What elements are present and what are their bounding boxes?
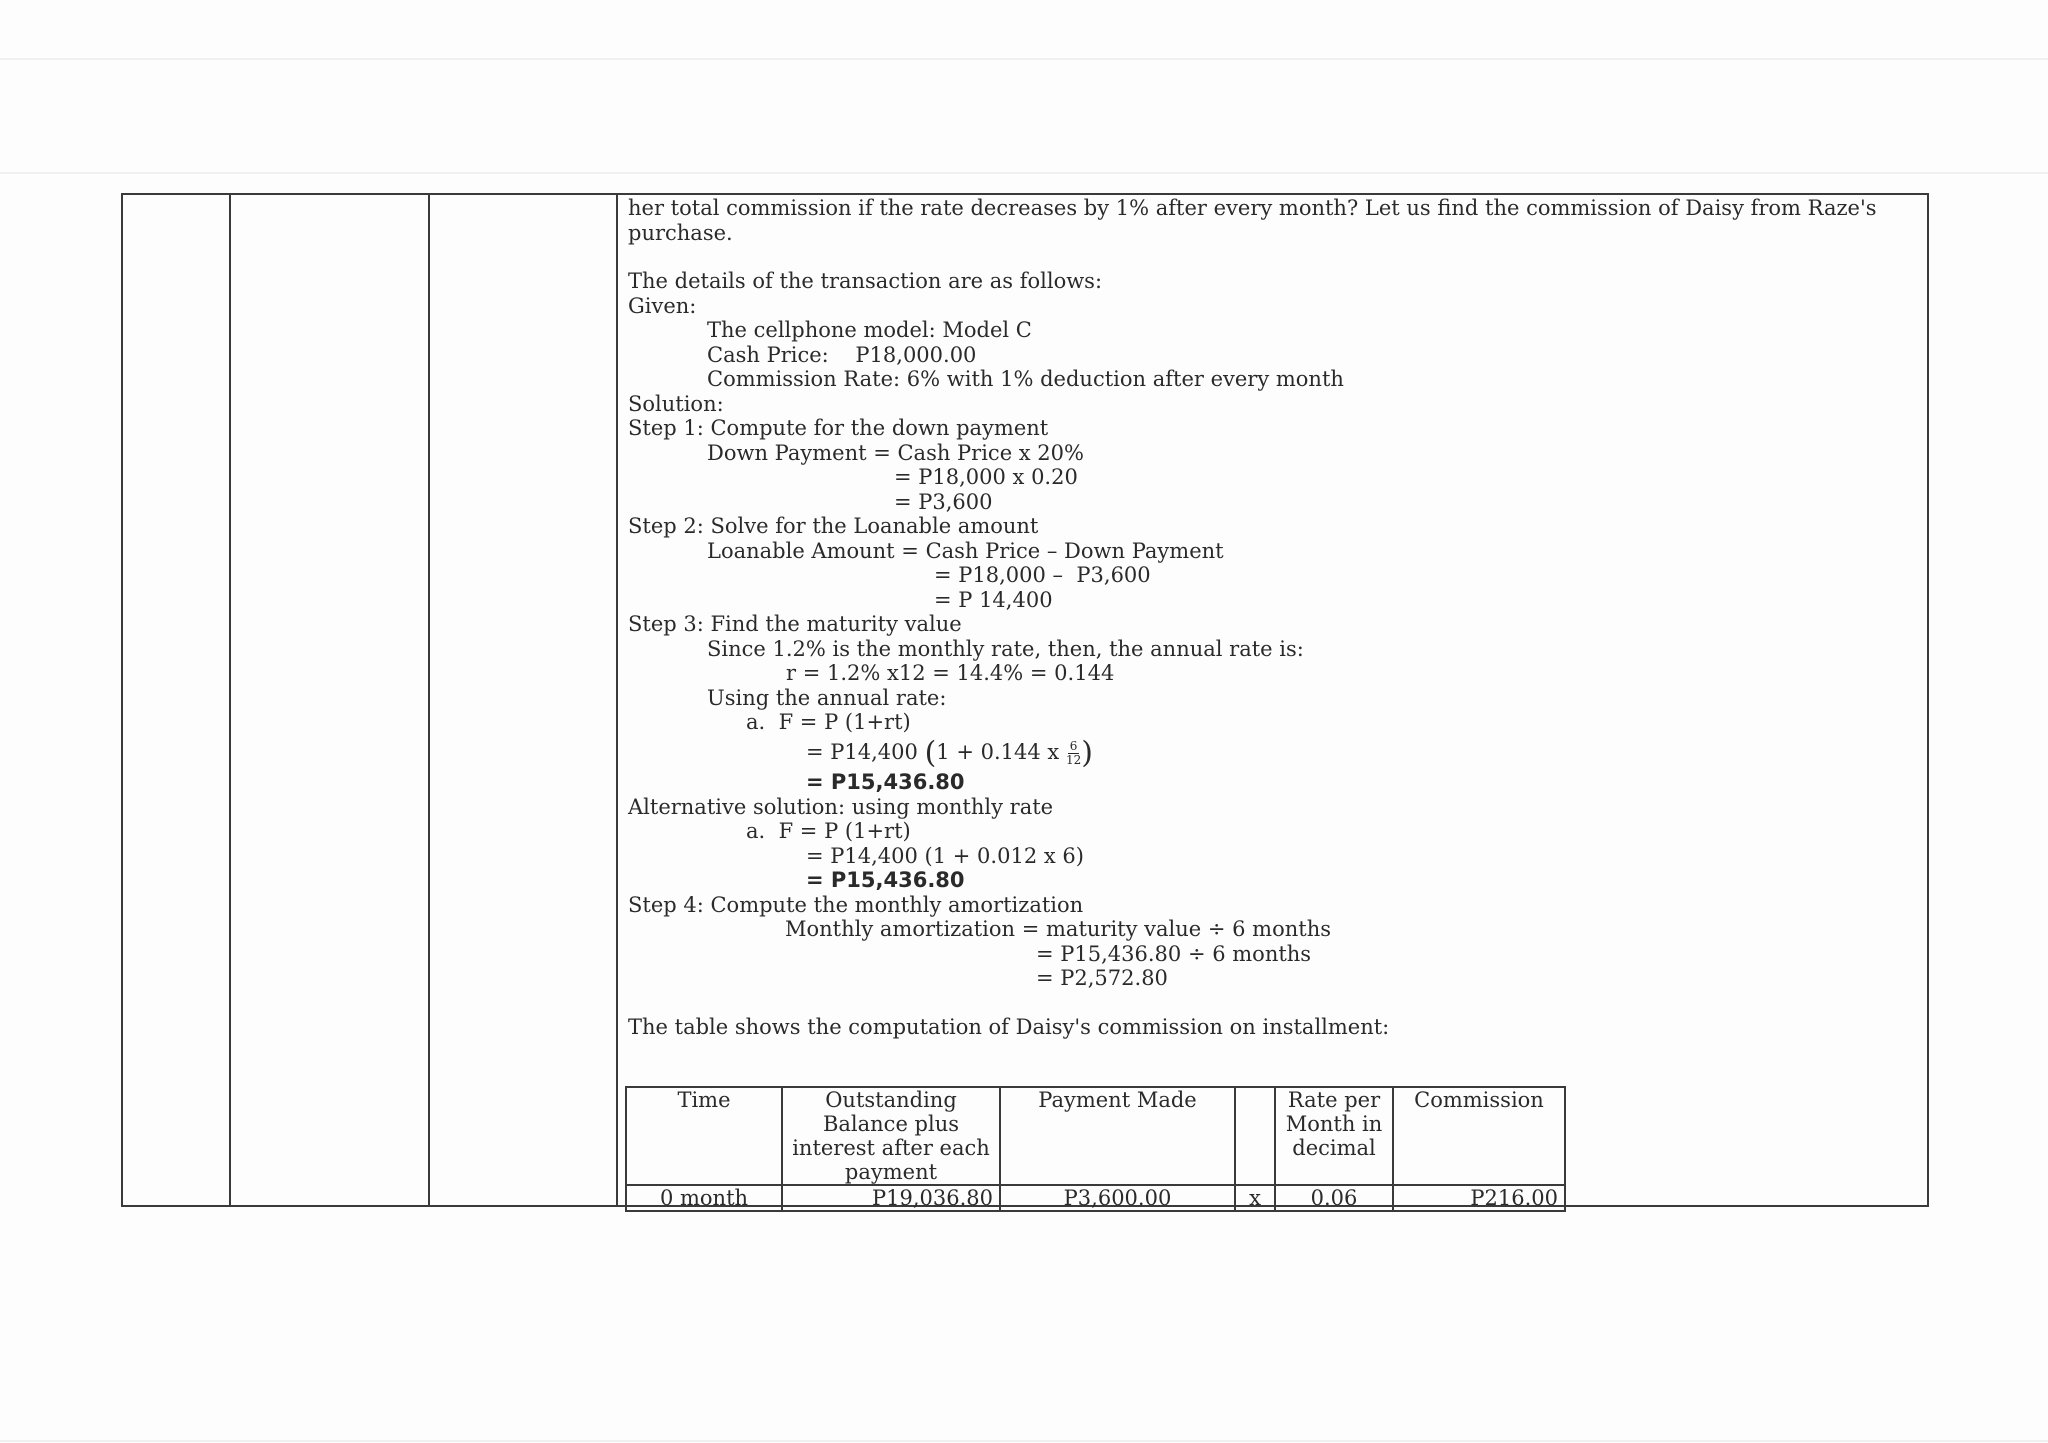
step1-line: Down Payment = Cash Price x 20% <box>707 440 1084 465</box>
given-item: Cash Price: P18,000.00 <box>707 342 977 367</box>
table-intro: The table shows the computation of Daisy's commission on installment: <box>628 1014 1390 1039</box>
step3-title: Step 3: Find the maturity value <box>628 612 962 636</box>
table-cell: 0.06 <box>1275 1185 1393 1211</box>
column-divider <box>229 195 231 1205</box>
step4-line: Monthly amortization = maturity value ÷ 6 months <box>785 917 1331 941</box>
fraction: $\frac{6}{12}$ <box>1065 738 1082 767</box>
column-divider <box>616 195 618 1205</box>
column-header: Rate per Month in decimal <box>1275 1087 1393 1185</box>
scan-artifact <box>0 1440 2048 1442</box>
result-line: = P15,436.80 <box>806 868 965 892</box>
step4-title: Step 4: Compute the monthly amortization <box>628 892 1084 917</box>
intro-line: her total commission if the rate decreases by 1% after every month? Let us find the commission of Daisy from Raze's <box>628 196 1877 220</box>
step1-line: = P3,600 <box>894 489 993 514</box>
step4-line: = P15,436.80 ÷ 6 months <box>1036 941 1312 966</box>
step3-line: r = 1.2% x12 = 14.4% = 0.144 <box>786 661 1115 685</box>
formula-line: a. F = P (1+rt) <box>746 819 911 843</box>
table-cell: P216.00 <box>1393 1185 1565 1211</box>
step2-title: Step 2: Solve for the Loanable amount <box>628 514 1039 538</box>
solution-label: Solution: <box>628 391 724 416</box>
given-label: Given: <box>628 293 697 318</box>
result-line: = P15,436.80 <box>806 770 965 794</box>
column-header: Outstanding Balance plus interest after each payment <box>782 1087 1000 1185</box>
commission-table <box>625 1086 1566 1212</box>
step4-line: = P2,572.80 <box>1036 966 1168 990</box>
step1-line: = P18,000 x 0.20 <box>894 465 1078 489</box>
alt-solution-title: Alternative solution: using monthly rate <box>628 794 1054 819</box>
substitution-line: = P14,400 (1 + 0.012 x 6) <box>806 843 1084 868</box>
step3-line: Since 1.2% is the monthly rate, then, the annual rate is: <box>707 636 1304 661</box>
step3-line: Using the annual rate: <box>707 685 947 710</box>
column-header: Commission <box>1393 1087 1565 1185</box>
column-header: Payment Made <box>1000 1087 1235 1185</box>
step2-line: Loanable Amount = Cash Price – Down Payment <box>707 538 1224 563</box>
table-cell: P3,600.00 <box>1000 1185 1235 1211</box>
intro-line: purchase. <box>628 220 733 245</box>
step1-title: Step 1: Compute for the down payment <box>628 416 1049 440</box>
column-header <box>1235 1087 1275 1185</box>
table-cell: x <box>1235 1185 1275 1211</box>
lesson-content <box>628 196 1918 1204</box>
table-header-row <box>626 1087 1565 1185</box>
table-cell: P19,036.80 <box>782 1185 1000 1211</box>
formula-line: a. F = P (1+rt) <box>746 710 911 734</box>
table-row <box>626 1185 1565 1211</box>
table-cell: 0 month <box>626 1185 782 1211</box>
details-heading: The details of the transaction are as follows: <box>628 269 1103 293</box>
scan-artifact <box>0 172 2048 174</box>
given-item: Commission Rate: 6% with 1% deduction after every month <box>707 367 1344 391</box>
given-item: The cellphone model: Model C <box>707 318 1032 342</box>
column-divider <box>428 195 430 1205</box>
substitution-line: = P14,400 (1 + 0.144 x $\frac{6}{12}$ ) <box>806 735 1093 770</box>
scan-artifact <box>0 58 2048 60</box>
step2-line: = P18,000 – P3,600 <box>934 563 1151 587</box>
step2-line: = P 14,400 <box>934 587 1053 612</box>
column-header: Time <box>626 1087 782 1185</box>
